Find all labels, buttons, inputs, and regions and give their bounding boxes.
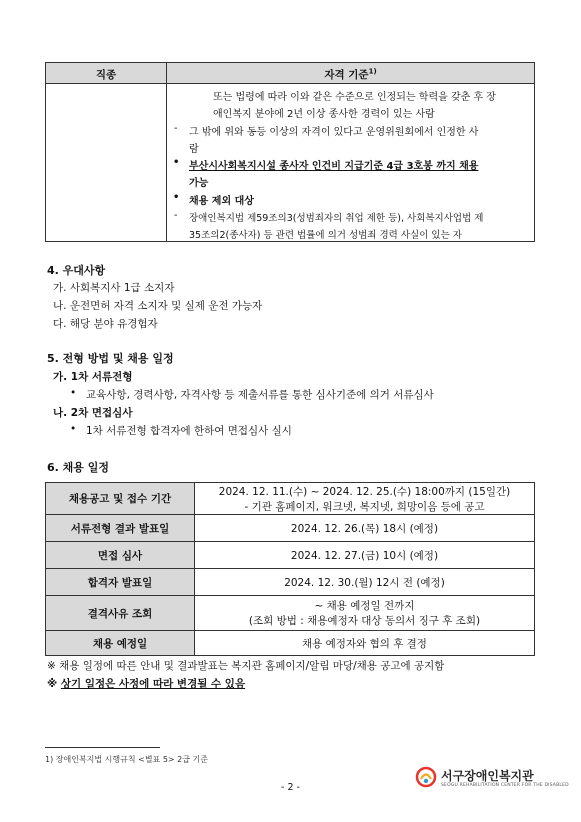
dash-marker: - [174, 123, 178, 134]
row-value-line: - 기관 홈페이지, 워크넷, 복지넷, 희망이음 등에 공고 [244, 500, 485, 513]
table-row [46, 596, 535, 631]
schedule-note: ※ 채용 일정에 따른 안내 및 결과발표는 복지관 홈페이지/알림 마당/채용 공고에 공지함 [47, 660, 445, 672]
table-row [46, 631, 535, 656]
list-item: 다. 해당 분야 유경험자 [53, 318, 158, 330]
table-row [46, 569, 535, 596]
row-value-line: 2024. 12. 11.(수) ~ 2024. 12. 25.(수) 18:00까지 (15일간) [218, 485, 511, 498]
list-item: 1차 서류전형 합격자에 한하여 면접심사 실시 [86, 425, 292, 437]
bullet-icon: • [173, 157, 180, 168]
header-job-type: 직종 [95, 69, 117, 81]
footnote-divider [45, 747, 160, 748]
qual-line-salary: 부산시사회복지시설 종사자 인건비 지급기준 4급 3호봉 까지 채용 [189, 161, 479, 172]
row-value-line: ~ 채용 예정일 전까지 [314, 600, 415, 612]
schedule-table [45, 482, 535, 656]
schedule-warning [47, 676, 245, 691]
row-label: 합격자 발표일 [46, 569, 195, 596]
row-value [195, 596, 535, 631]
footnote-ref: 1) [368, 67, 377, 76]
bullet-icon: • [70, 387, 77, 399]
qual-line: 그 밖에 위와 동등 이상의 자격이 있다고 운영위원회에서 인정한 사 [189, 127, 479, 138]
subsection-title: 나. 2차 면접심사 [53, 407, 133, 419]
qualification-table [45, 62, 535, 242]
row-value: 채용 예정자와 협의 후 결정 [195, 631, 535, 656]
list-item: 교육사항, 경력사항, 자격사항 등 제출서류를 통한 심사기준에 의거 서류심사 [86, 389, 434, 401]
section-title: 4. 우대사항 [47, 264, 106, 277]
qual-line: 가능 [189, 178, 209, 189]
table-row [46, 515, 535, 542]
row-label: 채용공고 및 접수 기간 [46, 483, 195, 515]
section-title: 6. 채용 일정 [47, 461, 109, 474]
section-title: 5. 전형 방법 및 채용 일정 [47, 352, 174, 365]
note-text: 상기 일정은 사정에 따라 변경될 수 있음 [60, 678, 246, 690]
note-mark: ※ [47, 678, 61, 690]
qual-line: 애인복지 분야에 2년 이상 종사한 경력이 있는 사람 [213, 109, 435, 120]
list-item: 가. 사회복지사 1급 소지자 [53, 282, 175, 294]
bullet-icon: • [70, 423, 77, 435]
logo-name: 서구장애인복지관 [441, 769, 534, 783]
table-row [46, 483, 535, 515]
qual-line: 장애인복지법 제59조의3(성범죄자의 취업 제한 등), 사회복지사업법 제 [189, 213, 484, 224]
qual-line: 람 [189, 144, 199, 155]
bullet-icon: • [173, 192, 180, 203]
qual-line: 35조의2(종사자) 등 관련 법률에 의거 성범죄 경력 사실이 있는 자 [189, 230, 462, 241]
row-value: 2024. 12. 26.(목) 18시 (예정) [195, 515, 535, 542]
logo-subtitle: SEOGU REHABILITATION CENTER FOR THE DISABLED [441, 783, 569, 788]
row-label: 결격사유 조회 [46, 596, 195, 631]
qual-line: 또는 법령에 따라 이와 같은 수준으로 인정되는 학력을 갖춘 후 장 [213, 92, 496, 103]
row-label: 면접 심사 [46, 542, 195, 569]
header-qualification-text: 자격 기준 [324, 69, 369, 81]
row-value: 2024. 12. 30.(월) 12시 전 (예정) [195, 569, 535, 596]
page-number: - 2 - [281, 782, 300, 793]
row-value-line: (조회 방법 : 채용예정자 대상 동의서 징구 후 조회) [248, 615, 481, 627]
table-header [46, 63, 534, 84]
header-qualification [167, 67, 534, 82]
qual-line-exclusion: 채용 제외 대상 [189, 196, 254, 207]
row-value: 2024. 12. 27.(금) 10시 (예정) [195, 542, 535, 569]
row-label: 서류전형 결과 발표일 [46, 515, 195, 542]
row-label: 채용 예정일 [46, 631, 195, 656]
table-row [46, 542, 535, 569]
subsection-title: 가. 1차 서류전형 [53, 371, 133, 383]
row-value [195, 483, 535, 515]
list-item: 나. 운전면허 자격 소지자 및 실제 운전 가능자 [53, 300, 263, 312]
dash-marker: - [174, 210, 178, 221]
footnote: 1) 장애인복지법 시행규칙 <별표 5> 2급 기준 [45, 755, 208, 764]
